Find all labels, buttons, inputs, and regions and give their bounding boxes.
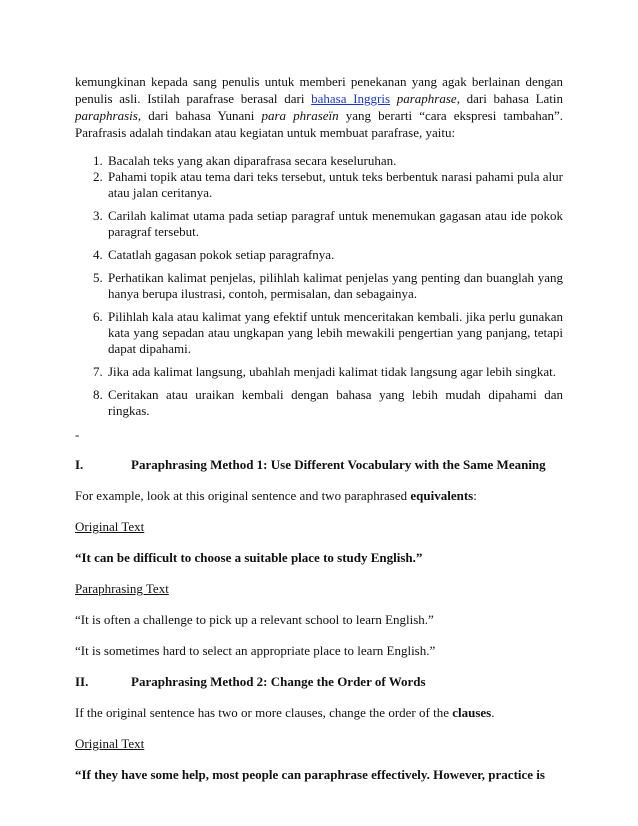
heading-title: Paraphrasing Method 2: Change the Order of Words [131, 674, 426, 689]
intro-paragraph [75, 73, 563, 141]
list-item-text: Jika ada kalimat langsung, ubahlah menjadi kalimat tidak langsung agar lebih singkat. [108, 364, 557, 379]
separator-dash: - [75, 427, 80, 442]
intro-italic-term: paraphrasis [75, 108, 138, 123]
document-page [75, 73, 563, 783]
rule-text: . [491, 705, 495, 720]
intro-italic-term: paraphrase [396, 91, 457, 106]
original-text-label: Original Text [75, 519, 145, 534]
list-item-text: Catatlah gagasan pokok setiap paragrafnya. [108, 247, 335, 262]
intro-text: , dari bahasa Latin [456, 91, 564, 106]
list-item-text: Pilihlah kala atau kalimat yang efektif untuk menceritakan kembali. jika perlu gunakan kata yang sepadan atau ungkapan yang lebih mewakili pengertian yang panjang, tetapi dapat dipahami. [108, 309, 563, 356]
original-sentence: “It can be difficult to choose a suitable place to study English.” [75, 550, 423, 565]
paraphrase-sentence-2: “It is sometimes hard to select an appropriate place to learn English.” [75, 643, 436, 658]
list-number: 3. [93, 208, 103, 223]
list-item [75, 169, 563, 201]
example-sentence [75, 487, 563, 504]
heading-numeral: II. [75, 674, 89, 689]
list-item-text: Pahami topik atau tema dari teks tersebut, untuk teks berbentuk narasi pahami pula alur atau jalan ceritanya. [108, 169, 563, 200]
heading-title: Paraphrasing Method 1: Use Different Vocabulary with the Same Meaning [131, 457, 546, 472]
rule-text: If the original sentence has two or more clauses, change the order of the [75, 705, 453, 720]
list-number: 7. [93, 364, 103, 379]
original-sentence: “If they have some help, most people can paraphrase effectively. However, practice is [75, 767, 545, 782]
intro-text: yang berarti “cara ekspresi tambahan”. Parafrasis adalah tindakan atau kegiatan untuk membuat parafrase, yaitu: [75, 108, 563, 140]
list-item [75, 247, 563, 263]
list-number: 6. [93, 309, 103, 324]
rule-bold-term: clauses [452, 705, 492, 720]
intro-text: , dari bahasa Yunani [137, 108, 262, 123]
list-item-text: Ceritakan atau uraikan kembali dengan bahasa yang lebih mudah dipahami dan ringkas. [108, 387, 563, 418]
list-item [75, 153, 563, 169]
list-item [75, 309, 563, 357]
list-number: 8. [93, 387, 103, 402]
heading-numeral: I. [75, 457, 84, 472]
list-item [75, 387, 563, 419]
list-item-text: Perhatikan kalimat penjelas, pilihlah kalimat penjelas yang penting dan buanglah yang hanya berupa ilustrasi, contoh, permisalan, dan sebagainya. [108, 270, 563, 301]
method-1-heading [75, 456, 563, 473]
list-item-text: Carilah kalimat utama pada setiap paragraf untuk menemukan gagasan atau ide pokok paragraf tersebut. [108, 208, 563, 239]
list-number: 2. [93, 169, 103, 184]
bahasa-inggris-link[interactable]: bahasa Inggris [311, 91, 391, 106]
intro-text [390, 91, 397, 106]
original-text-label: Original Text [75, 736, 145, 751]
method-2-heading [75, 673, 563, 690]
paraphrasing-text-label: Paraphrasing Text [75, 581, 169, 596]
paraphrase-steps-list [75, 153, 563, 419]
list-item [75, 208, 563, 240]
list-item-text: Bacalah teks yang akan diparafrasa secara keseluruhan. [108, 153, 397, 168]
list-number: 5. [93, 270, 103, 285]
list-number: 4. [93, 247, 103, 262]
example-bold-term: equivalents [410, 488, 474, 503]
clause-rule-sentence [75, 704, 563, 721]
list-item [75, 364, 563, 380]
list-number: 1. [93, 153, 103, 168]
intro-text: kemungkinan kepada sang penulis untuk memberi penekanan yang agak berlainan dengan penulis asli. Istilah parafrase berasal dari [75, 74, 563, 106]
example-text: For example, look at this original sentence and two paraphrased [75, 488, 411, 503]
example-text: : [473, 488, 477, 503]
intro-italic-term: para phraseïn [261, 108, 339, 123]
paraphrase-sentence-1: “It is often a challenge to pick up a relevant school to learn English.” [75, 612, 434, 627]
list-item [75, 270, 563, 302]
